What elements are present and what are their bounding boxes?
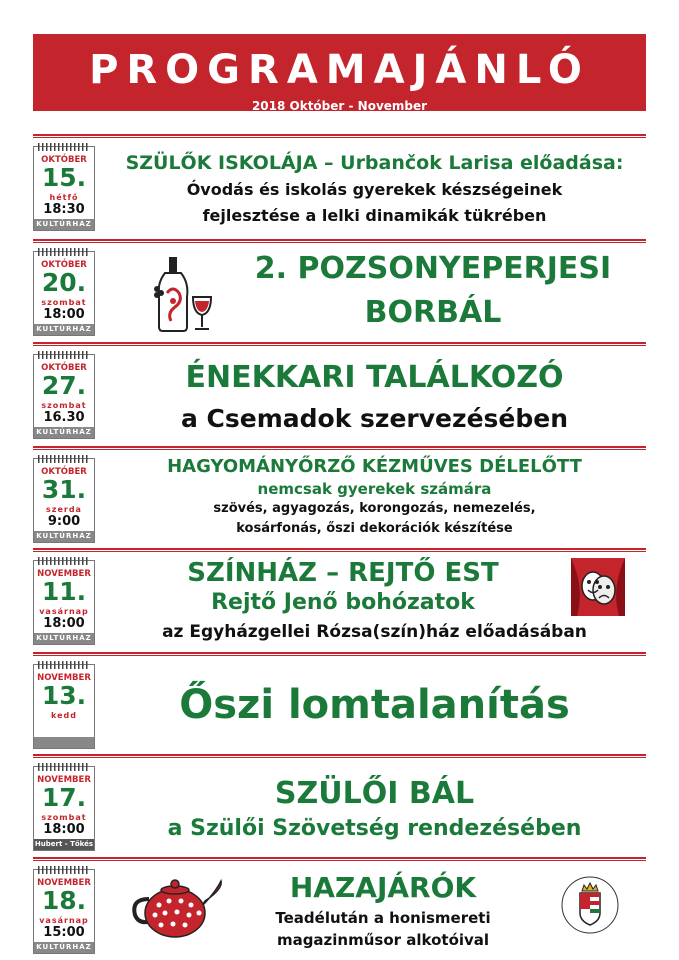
calendar-rings-icon	[38, 143, 90, 151]
calendar-rings-icon	[38, 248, 90, 256]
event-venue: KULTÚRHÁZ	[34, 633, 94, 644]
calendar-date	[33, 251, 95, 336]
event-weekday: szombat	[41, 298, 87, 307]
calendar-rings-icon	[38, 351, 90, 359]
event-title: SZÜLŐI BÁL	[274, 776, 475, 811]
event-title: ÉNEKKARI TALÁLKOZÓ	[185, 360, 564, 395]
event-row	[33, 548, 646, 652]
event-day: 15.	[41, 163, 87, 192]
divider	[33, 548, 646, 552]
event-detail: szövés, agyagozás, korongozás, nemezelés,	[213, 501, 536, 516]
event-subtitle: Óvodás és iskolás gyerekek készségeinek	[186, 180, 563, 199]
event-weekday: szombat	[41, 401, 87, 410]
event-weekday: kedd	[51, 711, 77, 720]
wine-bottle-icon	[153, 253, 215, 333]
event-day: 18.	[41, 886, 87, 915]
event-row	[33, 446, 646, 548]
divider	[33, 134, 646, 138]
event-month: OKTÓBER	[41, 260, 87, 270]
event-title: SZÍNHÁZ – REJTŐ EST	[187, 558, 499, 588]
event-row	[33, 342, 646, 446]
event-month: NOVEMBER	[37, 878, 91, 888]
event-weekday: hétfő	[49, 193, 79, 202]
divider	[33, 239, 646, 243]
event-month: NOVEMBER	[37, 569, 91, 579]
calendar-rings-icon	[38, 661, 90, 669]
calendar-date	[33, 664, 95, 749]
event-day: 27.	[41, 371, 87, 400]
event-detail: fejlesztése a lelki dinamikák tükrében	[202, 206, 547, 225]
event-day: 20.	[41, 268, 87, 297]
theater-masks-icon	[571, 558, 625, 618]
event-subtitle: Teadélután a honismereti	[275, 909, 491, 927]
event-subtitle: Rejtő Jenő bohózatok	[211, 590, 475, 615]
event-venue	[34, 737, 94, 748]
event-detail: az Egyházgellei Rózsa(szín)ház előadásában	[162, 622, 587, 642]
event-venue: KULTÚRHÁZ	[34, 531, 94, 542]
event-title: 2. POZSONYEPERJESI	[254, 251, 612, 286]
calendar-rings-icon	[38, 455, 90, 463]
divider	[33, 754, 646, 758]
calendar-date	[33, 560, 95, 645]
event-title-line2: BORBÁL	[364, 295, 502, 330]
event-day: 17.	[41, 783, 87, 812]
page-subtitle: 2018 Október - November	[251, 99, 428, 113]
event-weekday: vasárnap	[39, 607, 89, 616]
event-detail: magazinműsor alkotóival	[276, 931, 490, 949]
calendar-date	[33, 766, 95, 851]
event-subtitle: a Szülői Szövetség rendezésében	[167, 816, 582, 841]
event-time: 18:00	[43, 822, 85, 837]
event-venue: Hubert - Tőkés	[34, 840, 94, 848]
event-row	[33, 754, 646, 857]
calendar-date	[33, 458, 95, 543]
event-weekday: vasárnap	[39, 916, 89, 925]
calendar-rings-icon	[38, 557, 90, 565]
event-venue: KULTÚRHÁZ	[34, 324, 94, 335]
calendar-rings-icon	[38, 763, 90, 771]
page-title: PROGRAMAJÁNLÓ	[89, 47, 590, 93]
event-day: 11.	[41, 577, 87, 606]
divider	[33, 446, 646, 450]
event-time: 18:00	[43, 307, 85, 322]
event-weekday: szerda	[46, 505, 82, 514]
event-time: 16.30	[43, 410, 85, 425]
event-time: 18:00	[43, 616, 85, 631]
header-banner	[33, 34, 646, 111]
event-venue: KULTÚRHÁZ	[34, 942, 94, 953]
event-venue: KULTÚRHÁZ	[34, 219, 94, 230]
event-title: SZÜLŐK ISKOLÁJA – Urbančok Larisa előadása:	[125, 152, 624, 174]
event-month: NOVEMBER	[37, 775, 91, 785]
event-subtitle: nemcsak gyerekek számára	[257, 480, 492, 498]
event-month: OKTÓBER	[41, 155, 87, 165]
csemadok-seal-icon	[559, 871, 621, 941]
event-row	[33, 857, 646, 960]
calendar-rings-icon	[38, 866, 90, 874]
teapot-icon	[129, 875, 225, 941]
event-detail-line2: kosárfonás, őszi dekorációk készítése	[236, 521, 513, 536]
event-row	[33, 239, 646, 342]
event-weekday: szombat	[41, 813, 87, 822]
event-row	[33, 134, 646, 239]
event-day: 31.	[41, 475, 87, 504]
event-title: HAZAJÁRÓK	[289, 871, 477, 904]
event-month: NOVEMBER	[37, 673, 91, 683]
calendar-date	[33, 869, 95, 954]
event-day: 13.	[41, 681, 87, 710]
event-venue: KULTÚRHÁZ	[34, 427, 94, 438]
divider	[33, 342, 646, 346]
divider	[33, 857, 646, 861]
event-row	[33, 652, 646, 754]
event-title: HAGYOMÁNYŐRZŐ KÉZMŰVES DÉLELŐTT	[167, 456, 582, 477]
event-title: Őszi lomtalanítás	[179, 682, 570, 728]
event-subtitle: a Csemadok szervezésében	[180, 404, 569, 433]
calendar-date	[33, 146, 95, 231]
calendar-date	[33, 354, 95, 439]
event-month: OKTÓBER	[41, 467, 87, 477]
divider	[33, 652, 646, 656]
event-time: 15:00	[43, 925, 85, 940]
event-time: 9:00	[47, 514, 81, 529]
event-month: OKTÓBER	[41, 363, 87, 373]
event-time: 18:30	[43, 202, 85, 217]
